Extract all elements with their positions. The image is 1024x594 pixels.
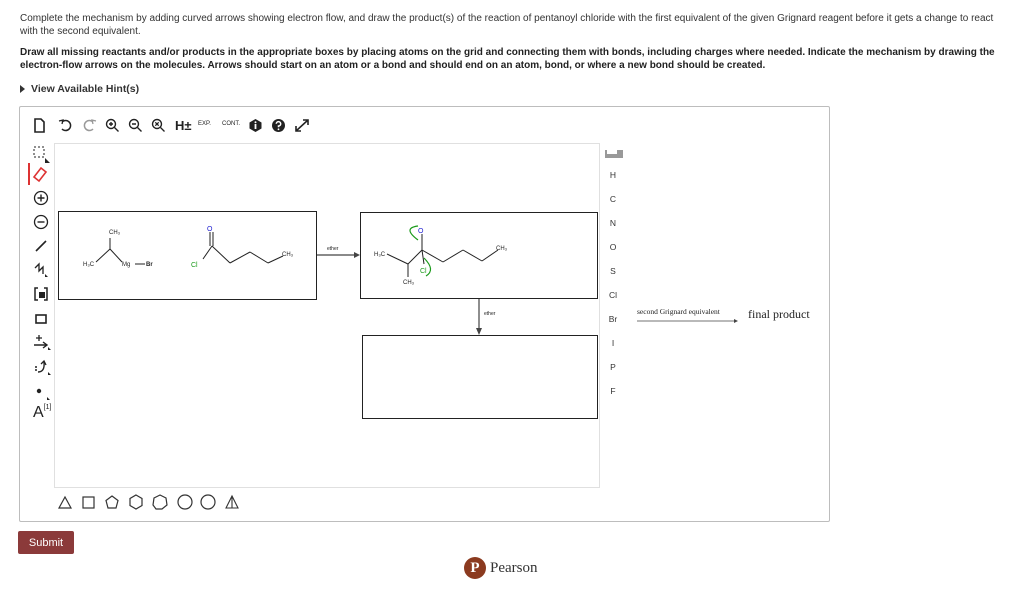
element-s[interactable]: S [610, 266, 616, 276]
question-instructions: Complete the mechanism by adding curved arrows showing electron flow, and draw the product(s) of the reaction of pentanoyl chloride with the first equivalent of the given Grignard reagent before it gets a change to react with the second equivalent. [20, 13, 994, 37]
tetrahedral-intermediate [374, 226, 508, 286]
pearson-wordmark: Pearson [490, 559, 538, 576]
chair-icon[interactable] [226, 496, 238, 508]
chlorine-label: Cl [191, 262, 198, 269]
explicit-hydrogens-button[interactable]: H± [175, 118, 192, 133]
final-product-label: final product [748, 307, 810, 321]
ch3-end-label: CH₃ [282, 252, 294, 258]
chlorine-label: Cl [420, 268, 427, 275]
element-o[interactable]: O [609, 242, 617, 252]
ether-label-2: ether [484, 311, 496, 317]
mg-label: Mg [122, 262, 131, 268]
ring-templates [56, 493, 246, 516]
ch3-label: CH₃ [109, 230, 121, 236]
bond [463, 250, 482, 261]
element-c[interactable]: C [609, 194, 617, 204]
h3c-label: H₃C [374, 252, 386, 258]
cyclopentane-icon[interactable] [106, 496, 118, 508]
submit-button[interactable]: Submit [18, 531, 74, 554]
oxygen-label: O [207, 226, 213, 233]
arrow-ether-1[interactable] [317, 246, 360, 258]
element-h[interactable]: H [609, 170, 617, 180]
cyclooctane-icon[interactable] [178, 495, 192, 509]
ch3-end-label: CH₃ [496, 246, 508, 252]
arrowhead [354, 252, 360, 258]
contract-label: CONT. [222, 121, 240, 127]
element-p[interactable]: P [610, 362, 616, 372]
element-cl[interactable]: Cl [608, 290, 618, 300]
arrow-second-grignard [637, 319, 738, 323]
expand-label: EXP. [198, 121, 211, 127]
arrow-ether-2[interactable] [476, 299, 496, 335]
bond [96, 249, 110, 262]
bond [422, 250, 443, 262]
bond [443, 250, 463, 262]
bond [387, 254, 408, 264]
cyclopropane-icon[interactable] [59, 497, 71, 508]
benzene-icon[interactable] [201, 495, 215, 509]
bond [268, 256, 283, 263]
arrowhead [476, 328, 482, 335]
question-directions: Draw all missing reactants and/or products in the appropriate boxes by placing atoms on the grid and connecting them with bonds, including charges where needed. Indicate the mechanism by drawing the electron-flow arrows on the molecules. Arrows should start on an atom or a bond and should end on an atom, bond, or where a new bond should be created. [20, 47, 995, 71]
oxygen-label: O [418, 228, 424, 235]
bond [422, 250, 424, 264]
element-i[interactable]: I [611, 338, 615, 348]
bond [203, 246, 212, 259]
atom-label-letter: A [33, 404, 44, 421]
atom-label-superscript: [1] [43, 404, 52, 411]
h3c-label: H₃C [83, 262, 95, 268]
element-f[interactable]: F [610, 386, 616, 396]
ch3-label: CH₃ [403, 280, 415, 286]
grignard-reagent [83, 230, 153, 268]
second-grignard-label: second Grignard equivalent [637, 307, 720, 316]
cycloheptane-icon[interactable] [153, 495, 167, 509]
pearson-logo-icon: P [464, 557, 486, 579]
cyclohexane-icon[interactable] [130, 495, 142, 509]
bond [250, 252, 268, 263]
bond [110, 249, 122, 262]
bond [212, 246, 230, 263]
bond [230, 252, 250, 263]
element-br[interactable]: Br [608, 314, 618, 324]
arrowhead [734, 319, 738, 323]
pearson-brand [464, 556, 538, 580]
pentanoyl-chloride [191, 226, 294, 269]
hint-link-label: View Available Hint(s) [31, 83, 140, 95]
cyclobutane-icon[interactable] [83, 497, 94, 508]
ether-label-1: ether [327, 246, 339, 252]
periodic-table-icon[interactable] [605, 146, 623, 164]
bond [408, 250, 422, 264]
br-label: Br [146, 262, 153, 268]
curved-arrow[interactable] [410, 226, 418, 240]
element-n[interactable]: N [609, 218, 617, 228]
